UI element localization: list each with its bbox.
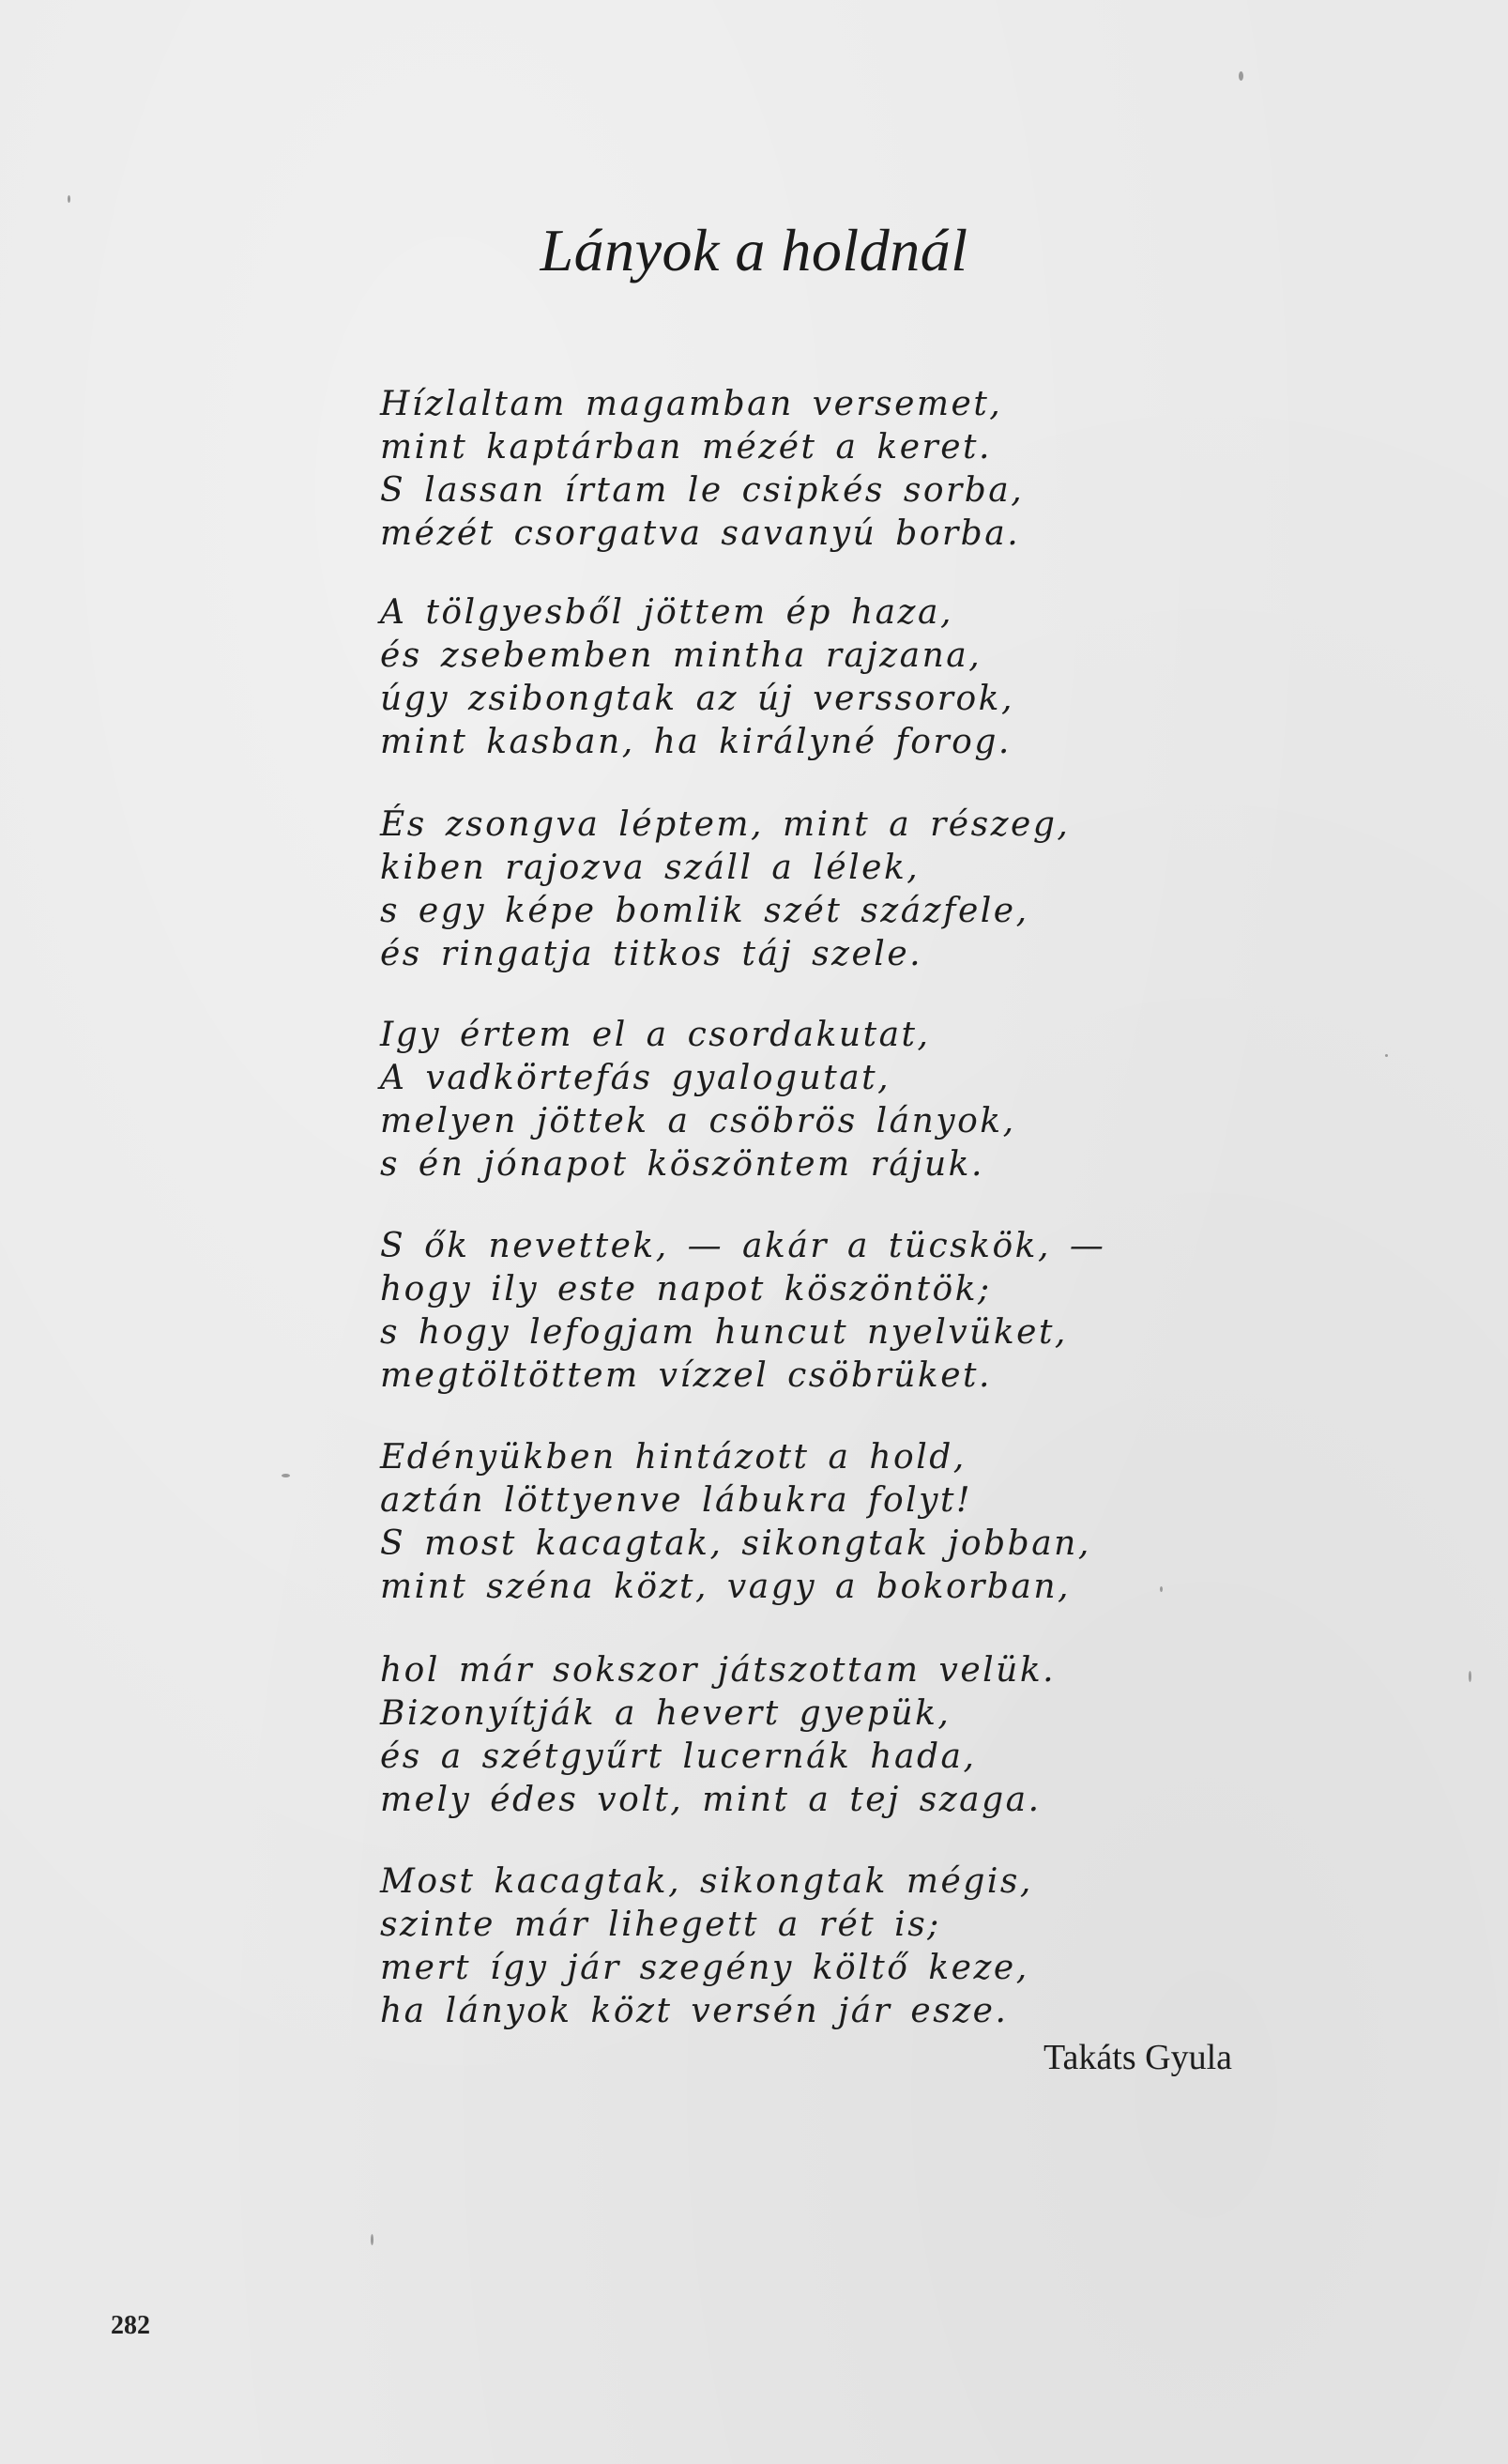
poem-line: melyen jöttek a csöbrös lányok, — [380, 1102, 1016, 1140]
poem-line: A tölgyesből jöttem ép haza, — [380, 593, 953, 632]
print-speck — [282, 1474, 290, 1477]
poem-line: S lassan írtam le csipkés sorba, — [380, 471, 1025, 510]
poem-line: S ők nevettek, — akár a tücskök, — — [380, 1227, 1106, 1265]
poem-line: mint kaptárban mézét a keret. — [380, 428, 992, 467]
stanza-8 — [380, 1860, 1131, 2033]
poem-line: mint kasban, ha királyné forog. — [380, 723, 1012, 761]
poem-line: Igy értem el a csordakutat, — [380, 1016, 931, 1054]
print-speck — [1385, 1054, 1388, 1057]
print-speck — [1469, 1671, 1471, 1682]
poem-line: Edényükben hintázott a hold, — [380, 1438, 967, 1477]
print-speck — [1239, 71, 1243, 81]
stanza-4 — [380, 1014, 1131, 1186]
poem-line: és ringatja titkos táj szele. — [380, 935, 923, 973]
poem-line: mert így jár szegény költő keze, — [380, 1949, 1029, 1987]
stanza-2 — [380, 591, 1131, 764]
page-number: 282 — [111, 2311, 150, 2340]
print-speck — [371, 2234, 373, 2245]
stanza-7 — [380, 1649, 1131, 1822]
poem-line: ha lányok közt versén jár esze. — [380, 1992, 1009, 2030]
poem-line: mint széna közt, vagy a bokorban, — [380, 1568, 1071, 1606]
poem-line: kiben rajozva száll a lélek, — [380, 849, 921, 887]
poem-title: Lányok a holdnál — [540, 217, 968, 283]
stanza-6 — [380, 1436, 1131, 1609]
poem-line: megtöltöttem vízzel csöbrüket. — [380, 1356, 992, 1395]
print-speck — [68, 195, 70, 203]
poem-line: mézét csorgatva savanyú borba. — [380, 514, 1021, 553]
poem-line: hol már sokszor játszottam velük. — [380, 1651, 1057, 1690]
poem-line: úgy zsibongtak az új verssorok, — [380, 680, 1014, 718]
stanza-5 — [380, 1225, 1131, 1398]
poem-line: És zsongva léptem, mint a részeg, — [380, 805, 1071, 844]
poem-line: aztán löttyenve lábukra folyt! — [380, 1481, 972, 1520]
poem-line: s hogy lefogjam huncut nyelvüket, — [380, 1313, 1068, 1352]
poem-line: s én jónapot köszöntem rájuk. — [380, 1145, 984, 1184]
poem-line: Bizonyítják a hevert gyepük, — [380, 1694, 952, 1733]
poem-line: Most kacagtak, sikongtak mégis, — [380, 1862, 1033, 1901]
poem-line: és a szétgyűrt lucernák hada, — [380, 1737, 977, 1776]
stanza-1 — [380, 383, 1131, 556]
stanza-3 — [380, 803, 1131, 976]
poem-line: és zsebemben mintha rajzana, — [380, 636, 982, 675]
author-signature: Takáts Gyula — [1043, 2038, 1233, 2077]
poem-line: szinte már lihegett a rét is; — [380, 1905, 941, 1944]
poem-line: s egy képe bomlik szét százfele, — [380, 892, 1029, 930]
poem-line: A vadkörtefás gyalogutat, — [380, 1059, 891, 1097]
poem-line: Hízlaltam magamban versemet, — [380, 385, 1003, 423]
poem-line: S most kacagtak, sikongtak jobban, — [380, 1524, 1091, 1563]
poem-line: mely édes volt, mint a tej szaga. — [380, 1781, 1042, 1819]
print-speck — [1160, 1586, 1163, 1592]
poem-line: hogy ily este napot köszöntök; — [380, 1270, 992, 1309]
